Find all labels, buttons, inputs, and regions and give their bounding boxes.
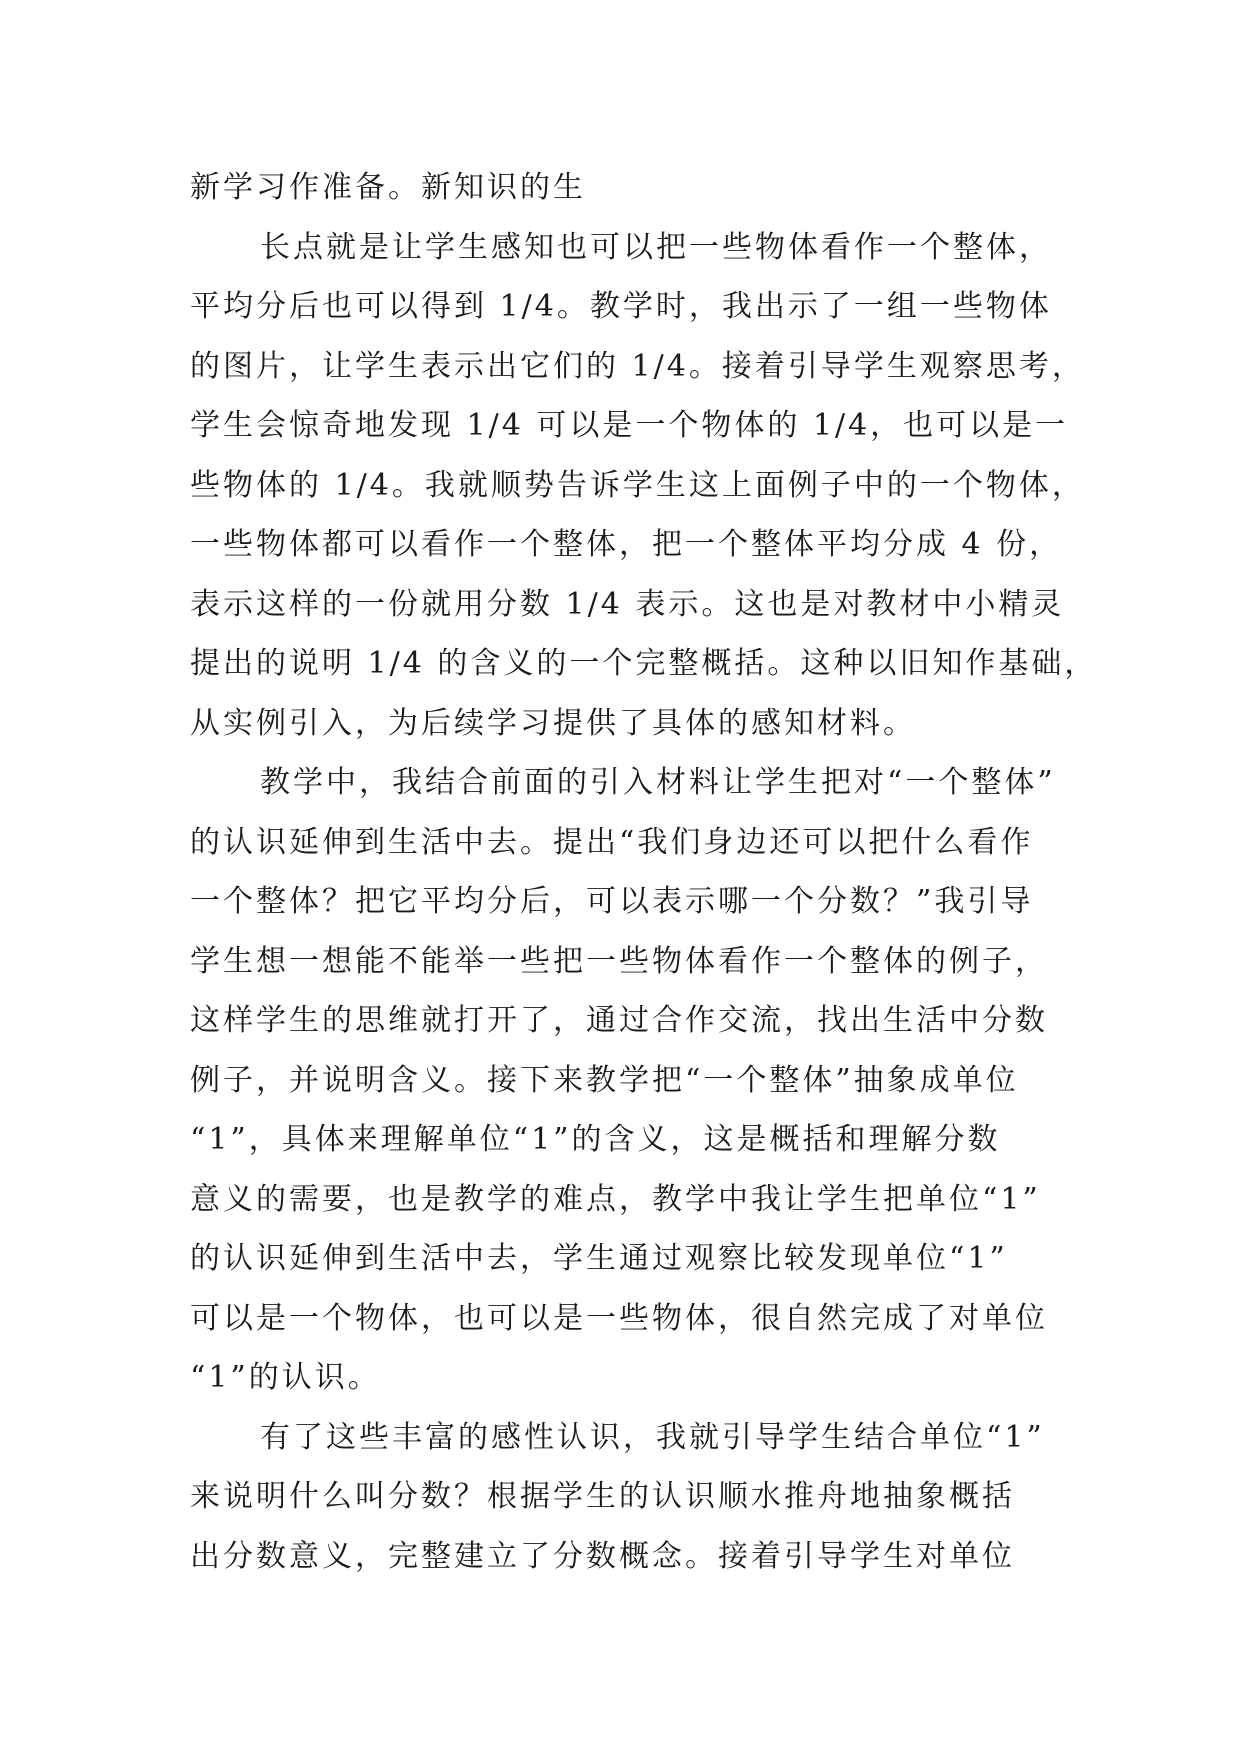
text-line: 表示这样的一份就用分数 1/4 表示。这也是对教材中小精灵 — [190, 586, 1065, 622]
text-line: 这样学生的思维就打开了，通过合作交流，找出生活中分数 — [190, 1003, 1048, 1038]
text-line: 一些物体都可以看作一个整体，把一个整体平均分成 4 份， — [190, 527, 1063, 562]
text-line: 出分数意义，完整建立了分数概念。接着引导学生对单位 — [190, 1538, 1015, 1574]
text-line: 的认识延伸到生活中去。提出“我们身边还可以把什么看作 — [190, 824, 1034, 860]
text-line: 学生会惊奇地发现 1/4 可以是一个物体的 1/4，也可以是一 — [190, 408, 1069, 443]
text-line: 提出的说明 1/4 的含义的一个完整概括。这种以旧知作基础， — [190, 646, 1098, 681]
text-line: 新学习作准备。新知识的生 — [190, 170, 586, 205]
text-line: 从实例引入，为后续学习提供了具体的感知材料。 — [190, 705, 916, 741]
text-line: “1”的认识。 — [190, 1360, 381, 1395]
body-text — [190, 158, 1098, 1586]
paragraph-first-line: 长点就是让学生感知也可以把一些物体看作一个整体， — [260, 229, 1052, 265]
text-line: 例子，并说明含义。接下来教学把“一个整体”抽象成单位 — [190, 1062, 1019, 1098]
text-line: 意义的需要，也是教学的难点，教学中我让学生把单位“1” — [190, 1181, 1041, 1217]
text-line: “1”，具体来理解单位“1”的含义，这是概括和理解分数 — [190, 1122, 1001, 1157]
text-line: 平均分后也可以得到 1/4。教学时，我出示了一组一些物体 — [190, 289, 1052, 324]
paragraph-first-line: 教学中，我结合前面的引入材料让学生把对“一个整体” — [260, 765, 1056, 800]
text-line: 可以是一个物体，也可以是一些物体，很自然完成了对单位 — [190, 1300, 1048, 1336]
text-line: 来说明什么叫分数？根据学生的认识顺水推舟地抽象概括 — [190, 1479, 1015, 1514]
text-line: 些物体的 1/4。我就顺势告诉学生这上面例子中的一个物体， — [190, 467, 1085, 503]
paragraph-first-line: 有了这些丰富的感性认识，我就引导学生结合单位“1” — [260, 1419, 1045, 1455]
text-line: 一个整体？把它平均分后，可以表示哪一个分数？”我引导 — [190, 884, 1034, 919]
text-line: 的认识延伸到生活中去，学生通过观察比较发现单位“1” — [190, 1241, 1008, 1276]
text-line: 学生想一想能不能举一些把一些物体看作一个整体的例子， — [190, 943, 1048, 979]
text-line: 的图片，让学生表示出它们的 1/4。接着引导学生观察思考， — [190, 348, 1085, 384]
